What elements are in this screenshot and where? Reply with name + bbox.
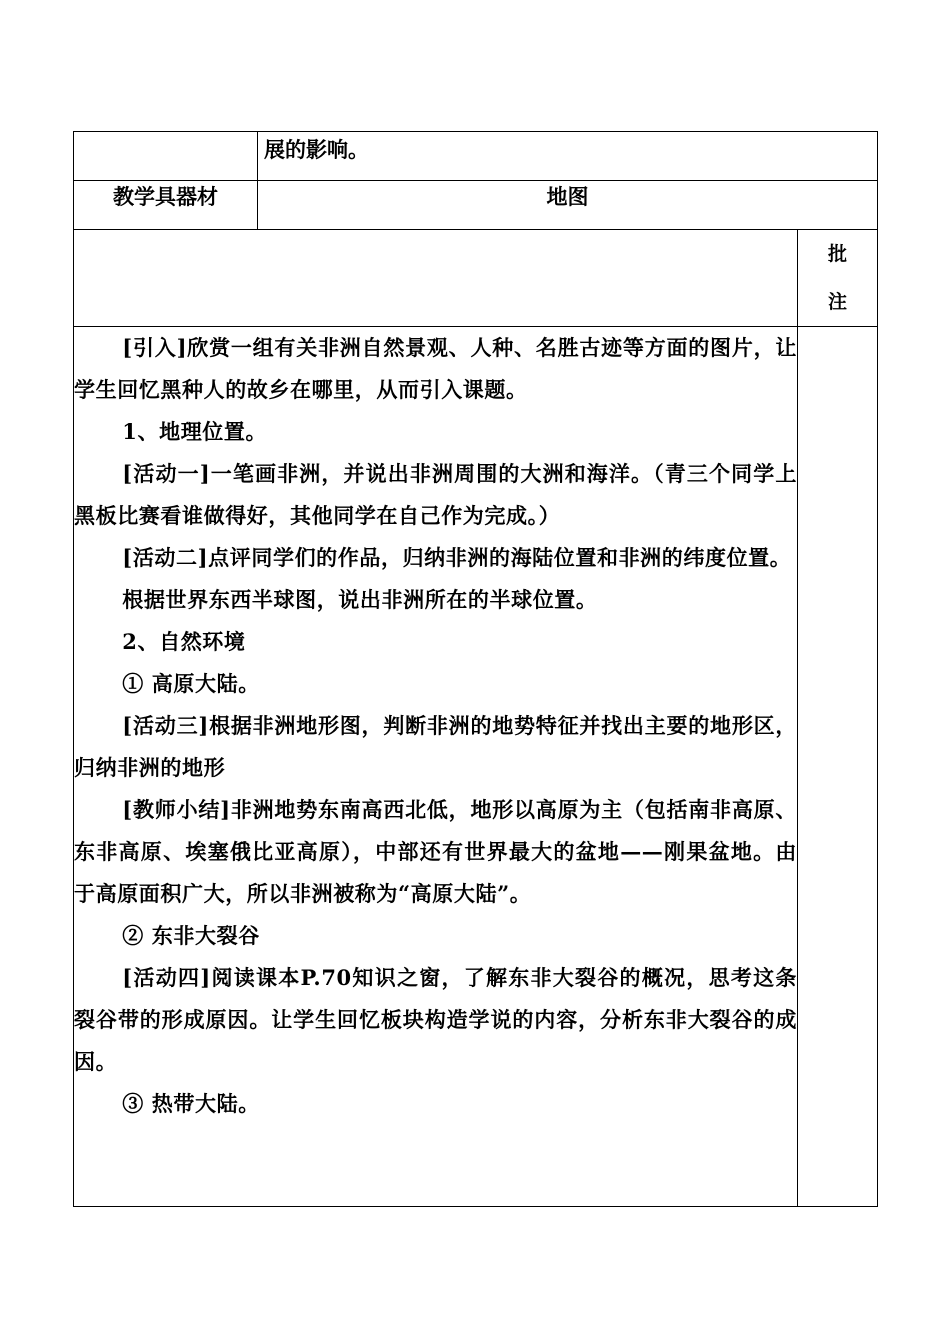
equipment-label: 教学具器材	[113, 184, 218, 209]
paragraph-activity-1: [活动一]一笔画非洲，并说出非洲周围的大洲和海洋。（青三个同学上黑板比赛看谁做得好，其他同学在自己作为完成。）	[74, 461, 797, 528]
paragraph-tropical-heading: ③ 热带大陆。	[122, 1091, 260, 1116]
content-row	[74, 327, 878, 1207]
equipment-value-cell	[258, 181, 878, 230]
objectives-continuation-text: 展的影响。	[264, 137, 369, 162]
paragraph-hemisphere: 根据世界东西半球图，说出非洲所在的半球位置。	[122, 587, 598, 612]
empty-label-cell	[74, 132, 258, 181]
paragraph-environment-heading: 2、自然环境	[122, 629, 246, 654]
paragraph-rift-heading: ② 东非大裂谷	[122, 923, 260, 948]
paragraph-activity-4: [活动四]阅读课本P.70知识之窗，了解东非大裂谷的概况，思考这条裂谷带的形成原因。让学生回忆板块构造学说的内容，分析东非大裂谷的成因。	[74, 965, 797, 1074]
equipment-row	[74, 181, 878, 230]
notes-char-2: 注	[827, 291, 847, 313]
paragraph-intro: [引入]欣赏一组有关非洲自然景观、人种、名胜古迹等方面的图片，让学生回忆黑种人的故乡在哪里，从而引入课题。	[74, 335, 797, 402]
notes-header-cell	[798, 230, 878, 327]
equipment-label-cell	[74, 181, 258, 230]
paragraph-activity-2: [活动二]点评同学们的作品，归纳非洲的海陆位置和非洲的纬度位置。	[122, 545, 792, 570]
header-row	[74, 230, 878, 327]
paragraph-activity-3: [活动三]根据非洲地形图，判断非洲的地势特征并找出主要的地形区，归纳非洲的地形	[74, 713, 797, 780]
blank-header-cell	[74, 230, 798, 327]
notes-char-1: 批	[827, 243, 847, 265]
objectives-continuation-row	[74, 132, 878, 181]
notes-content-cell	[798, 327, 878, 1207]
paragraph-teacher-summary: [教师小结]非洲地势东南高西北低，地形以高原为主（包括南非高原、东非高原、埃塞俄比亚高原），中部还有世界最大的盆地——刚果盆地。由于高原面积广大，所以非洲被称为“高原大陆”。	[74, 797, 797, 906]
paragraph-location-heading: 1、地理位置。	[122, 419, 268, 444]
lesson-plan-table	[73, 131, 878, 1207]
lesson-content-cell	[74, 327, 798, 1207]
equipment-value: 地图	[546, 184, 589, 209]
objectives-continuation-cell	[258, 132, 878, 181]
paragraph-plateau-heading: ① 高原大陆。	[122, 671, 260, 696]
